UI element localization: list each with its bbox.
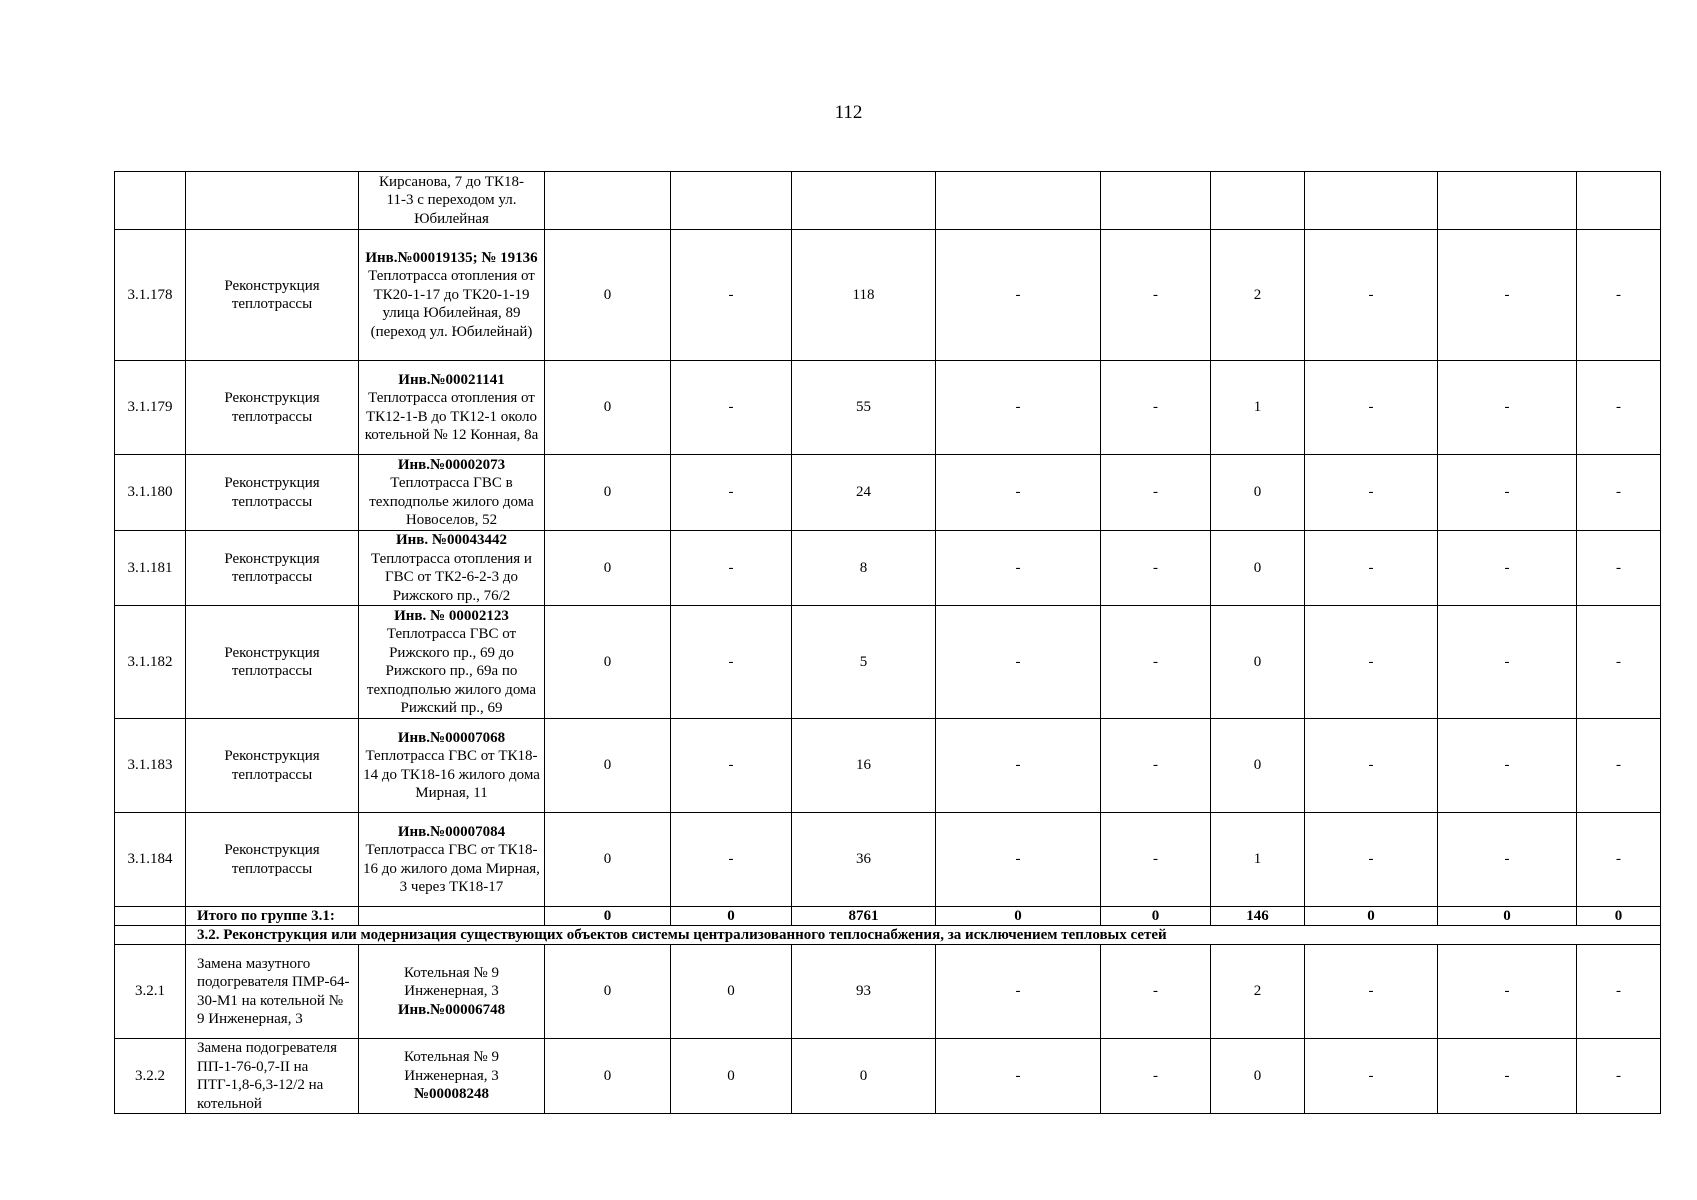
- inventory-number: Инв.№00019135; № 19136: [365, 249, 538, 266]
- boiler-address: Инженерная, 3: [404, 1067, 499, 1084]
- cell-c6: 0: [1211, 455, 1305, 531]
- cell-c6: [1211, 172, 1305, 230]
- inventory-number: Инв.№00002073: [397, 456, 506, 473]
- cell-c7: -: [1305, 361, 1438, 455]
- inventory-number: Инв. №00043442: [396, 532, 507, 548]
- boiler-name: Котельная № 9: [404, 964, 499, 981]
- table-body: [115, 172, 1661, 1114]
- cell-c9: -: [1577, 361, 1661, 455]
- cell-desc: [359, 531, 545, 606]
- cell-c5: -: [1101, 361, 1211, 455]
- cell-c9: -: [1577, 945, 1661, 1039]
- cell-c1: 0: [545, 813, 671, 907]
- cell-c2: -: [671, 361, 792, 455]
- cell-c7: -: [1305, 1039, 1438, 1114]
- table-row-continuation: [115, 172, 1661, 230]
- cell-num: 3.1.182: [115, 606, 186, 719]
- cell-desc: [359, 606, 545, 719]
- cell-c6: 2: [1211, 945, 1305, 1039]
- cell-c8: -: [1438, 361, 1577, 455]
- cell-c1: 0: [545, 531, 671, 606]
- object-description: Теплотрасса ГВС от Рижского пр., 69 до Рижского пр., 69а по техподполью жилого дома Рижский пр., 69: [366, 626, 537, 716]
- cell-desc: [359, 172, 545, 230]
- cell-c8: [1438, 172, 1577, 230]
- cell-c7: -: [1305, 813, 1438, 907]
- cell-c6: 146: [1211, 907, 1305, 926]
- cell-c2: -: [671, 230, 792, 361]
- cell-c3: 36: [792, 813, 936, 907]
- total-label: Итого по группе 3.1:: [186, 907, 359, 926]
- cell-num: 3.1.181: [115, 531, 186, 606]
- cell-c6: 2: [1211, 230, 1305, 361]
- cell-c6: 1: [1211, 813, 1305, 907]
- cell-c2: [671, 172, 792, 230]
- cell-c4: -: [936, 606, 1101, 719]
- cell-c9: -: [1577, 455, 1661, 531]
- cell-c8: -: [1438, 455, 1577, 531]
- cell-c3: [792, 172, 936, 230]
- cell-c2: -: [671, 455, 792, 531]
- inventory-number: Инв.№00021141: [398, 371, 505, 388]
- cell-num: 3.1.184: [115, 813, 186, 907]
- cell-c2: -: [671, 606, 792, 719]
- cell-c5: -: [1101, 945, 1211, 1039]
- cell-num: 3.1.178: [115, 230, 186, 361]
- cell-c3: 8761: [792, 907, 936, 926]
- table-row: [115, 361, 1661, 455]
- cell-work: Реконструкция теплотрассы: [186, 531, 359, 606]
- boiler-address: Инженерная, 3: [404, 983, 499, 1000]
- cell-c3: 24: [792, 455, 936, 531]
- cell-c8: -: [1438, 945, 1577, 1039]
- cell-c7: -: [1305, 945, 1438, 1039]
- investment-table: [114, 171, 1661, 1114]
- cell-c4: -: [936, 945, 1101, 1039]
- cell-c8: -: [1438, 606, 1577, 719]
- table-row: [115, 813, 1661, 907]
- cell-c4: -: [936, 531, 1101, 606]
- cell-c9: -: [1577, 531, 1661, 606]
- cell-c4: [936, 172, 1101, 230]
- cell-work: Замена мазутного подогревателя ПМР-64-30-М1 на котельной № 9 Инженерная, 3: [186, 945, 359, 1039]
- table-row: [115, 230, 1661, 361]
- table-row: [115, 719, 1661, 813]
- cell-c5: -: [1101, 719, 1211, 813]
- cell-c4: -: [936, 455, 1101, 531]
- inventory-number: №00008248: [413, 1086, 490, 1103]
- cell-c9: 0: [1577, 907, 1661, 926]
- cell-c3: 5: [792, 606, 936, 719]
- cell-c6: 0: [1211, 719, 1305, 813]
- object-description: Теплотрасса ГВС от ТК18-14 до ТК18-16 жилого дома Мирная, 11: [363, 748, 540, 801]
- cell-c8: 0: [1438, 907, 1577, 926]
- page-number: 112: [834, 102, 863, 123]
- cell-c5: -: [1101, 531, 1211, 606]
- cell-c7: -: [1305, 455, 1438, 531]
- cell-c4: -: [936, 1039, 1101, 1114]
- object-description: Теплотрасса ГВС в техподполье жилого дома Новоселов, 52: [369, 475, 534, 528]
- table-row: [115, 945, 1661, 1039]
- cell-c1: 0: [545, 1039, 671, 1114]
- cell-location: [359, 945, 545, 1039]
- section-title: 3.2. Реконструкция или модернизация существующих объектов системы централизованного теплоснабжения, за исключением тепловых сетей: [186, 926, 1661, 945]
- cell-work: [186, 172, 359, 230]
- cell-c2: -: [671, 531, 792, 606]
- cell-c8: -: [1438, 719, 1577, 813]
- cell-c5: -: [1101, 455, 1211, 531]
- cell-c3: 55: [792, 361, 936, 455]
- cell-location: [359, 1039, 545, 1114]
- cell-c9: -: [1577, 1039, 1661, 1114]
- cell-c3: 8: [792, 531, 936, 606]
- cell-c6: 0: [1211, 606, 1305, 719]
- cell-num: [115, 907, 186, 926]
- cell-c8: -: [1438, 1039, 1577, 1114]
- cell-c1: 0: [545, 361, 671, 455]
- cell-c6: 0: [1211, 1039, 1305, 1114]
- cell-c3: 16: [792, 719, 936, 813]
- cell-c1: 0: [545, 907, 671, 926]
- cell-c2: -: [671, 813, 792, 907]
- cell-desc: [359, 813, 545, 907]
- cell-work: Реконструкция теплотрассы: [186, 606, 359, 719]
- cell-num: 3.2.2: [115, 1039, 186, 1114]
- object-description: Теплотрасса отопления и ГВС от ТК2-6-2-3 до Рижского пр., 76/2: [371, 550, 532, 604]
- cell-work: Реконструкция теплотрассы: [186, 719, 359, 813]
- cell-c9: -: [1577, 719, 1661, 813]
- desc-line: Юбилейная: [414, 210, 489, 227]
- cell-c3: 0: [792, 1039, 936, 1114]
- cell-work: Реконструкция теплотрассы: [186, 361, 359, 455]
- cell-c5: -: [1101, 230, 1211, 361]
- cell-c2: 0: [671, 1039, 792, 1114]
- cell-c5: -: [1101, 606, 1211, 719]
- cell-num: [115, 172, 186, 230]
- cell-c2: -: [671, 719, 792, 813]
- desc-line: 11-3 с переходом ул.: [386, 192, 517, 209]
- object-description: Теплотрасса ГВС от ТК18-16 до жилого дома Мирная, 3 через ТК18-17: [363, 842, 540, 895]
- cell-c6: 0: [1211, 531, 1305, 606]
- cell-c1: [545, 172, 671, 230]
- cell-c9: -: [1577, 606, 1661, 719]
- cell-c9: -: [1577, 813, 1661, 907]
- inventory-number: Инв.№00007084: [397, 823, 506, 840]
- object-description: Теплотрасса отопления от ТК12-1-В до ТК12-1 около котельной № 12 Конная, 8а: [364, 390, 539, 443]
- cell-c3: 118: [792, 230, 936, 361]
- cell-num: 3.1.179: [115, 361, 186, 455]
- cell-c1: 0: [545, 455, 671, 531]
- cell-c5: -: [1101, 1039, 1211, 1114]
- cell-c4: -: [936, 361, 1101, 455]
- cell-c8: -: [1438, 230, 1577, 361]
- total-row: [115, 907, 1661, 926]
- cell-c8: -: [1438, 531, 1577, 606]
- cell-c9: [1577, 172, 1661, 230]
- boiler-name: Котельная № 9: [404, 1049, 499, 1066]
- cell-work: Реконструкция теплотрассы: [186, 455, 359, 531]
- cell-c7: -: [1305, 606, 1438, 719]
- cell-c7: [1305, 172, 1438, 230]
- cell-c1: 0: [545, 606, 671, 719]
- cell-c4: -: [936, 719, 1101, 813]
- cell-c6: 1: [1211, 361, 1305, 455]
- cell-c5: [1101, 172, 1211, 230]
- cell-num: [115, 926, 186, 945]
- cell-c4: 0: [936, 907, 1101, 926]
- cell-desc: [359, 719, 545, 813]
- inventory-number: Инв. № 00002123: [394, 607, 509, 624]
- cell-num: 3.1.180: [115, 455, 186, 531]
- cell-c7: -: [1305, 230, 1438, 361]
- cell-c8: -: [1438, 813, 1577, 907]
- cell-work: Замена подогревателя ПП-1-76-0,7-II на ПТГ-1,8-6,3-12/2 на котельной: [186, 1039, 359, 1114]
- cell-c1: 0: [545, 945, 671, 1039]
- cell-c1: 0: [545, 230, 671, 361]
- inventory-number: Инв.№00006748: [397, 1001, 506, 1018]
- cell-c5: 0: [1101, 907, 1211, 926]
- desc-line: Кирсанова, 7 до ТК18-: [379, 173, 524, 190]
- cell-c2: 0: [671, 907, 792, 926]
- cell-c7: -: [1305, 531, 1438, 606]
- cell-c9: -: [1577, 230, 1661, 361]
- cell-c2: 0: [671, 945, 792, 1039]
- inventory-number: Инв.№00007068: [397, 729, 506, 746]
- cell-work: Реконструкция теплотрассы: [186, 230, 359, 361]
- cell-c5: -: [1101, 813, 1211, 907]
- cell-c7: -: [1305, 719, 1438, 813]
- table-row: [115, 455, 1661, 531]
- cell-num: 3.1.183: [115, 719, 186, 813]
- table-row: [115, 1039, 1661, 1114]
- cell-c7: 0: [1305, 907, 1438, 926]
- object-description: Теплотрасса отопления от ТК20-1-17 до ТК20-1-19 улица Юбилейная, 89 (переход ул. Юбилейнай): [368, 268, 535, 340]
- cell-c4: -: [936, 813, 1101, 907]
- cell-c1: 0: [545, 719, 671, 813]
- cell-desc: [359, 230, 545, 361]
- table-row: [115, 606, 1661, 719]
- cell-desc: [359, 455, 545, 531]
- cell-work: Реконструкция теплотрассы: [186, 813, 359, 907]
- cell-num: 3.2.1: [115, 945, 186, 1039]
- cell-desc: [359, 907, 545, 926]
- cell-c3: 93: [792, 945, 936, 1039]
- table-row: [115, 531, 1661, 606]
- cell-desc: [359, 361, 545, 455]
- section-header-row: [115, 926, 1661, 945]
- cell-c4: -: [936, 230, 1101, 361]
